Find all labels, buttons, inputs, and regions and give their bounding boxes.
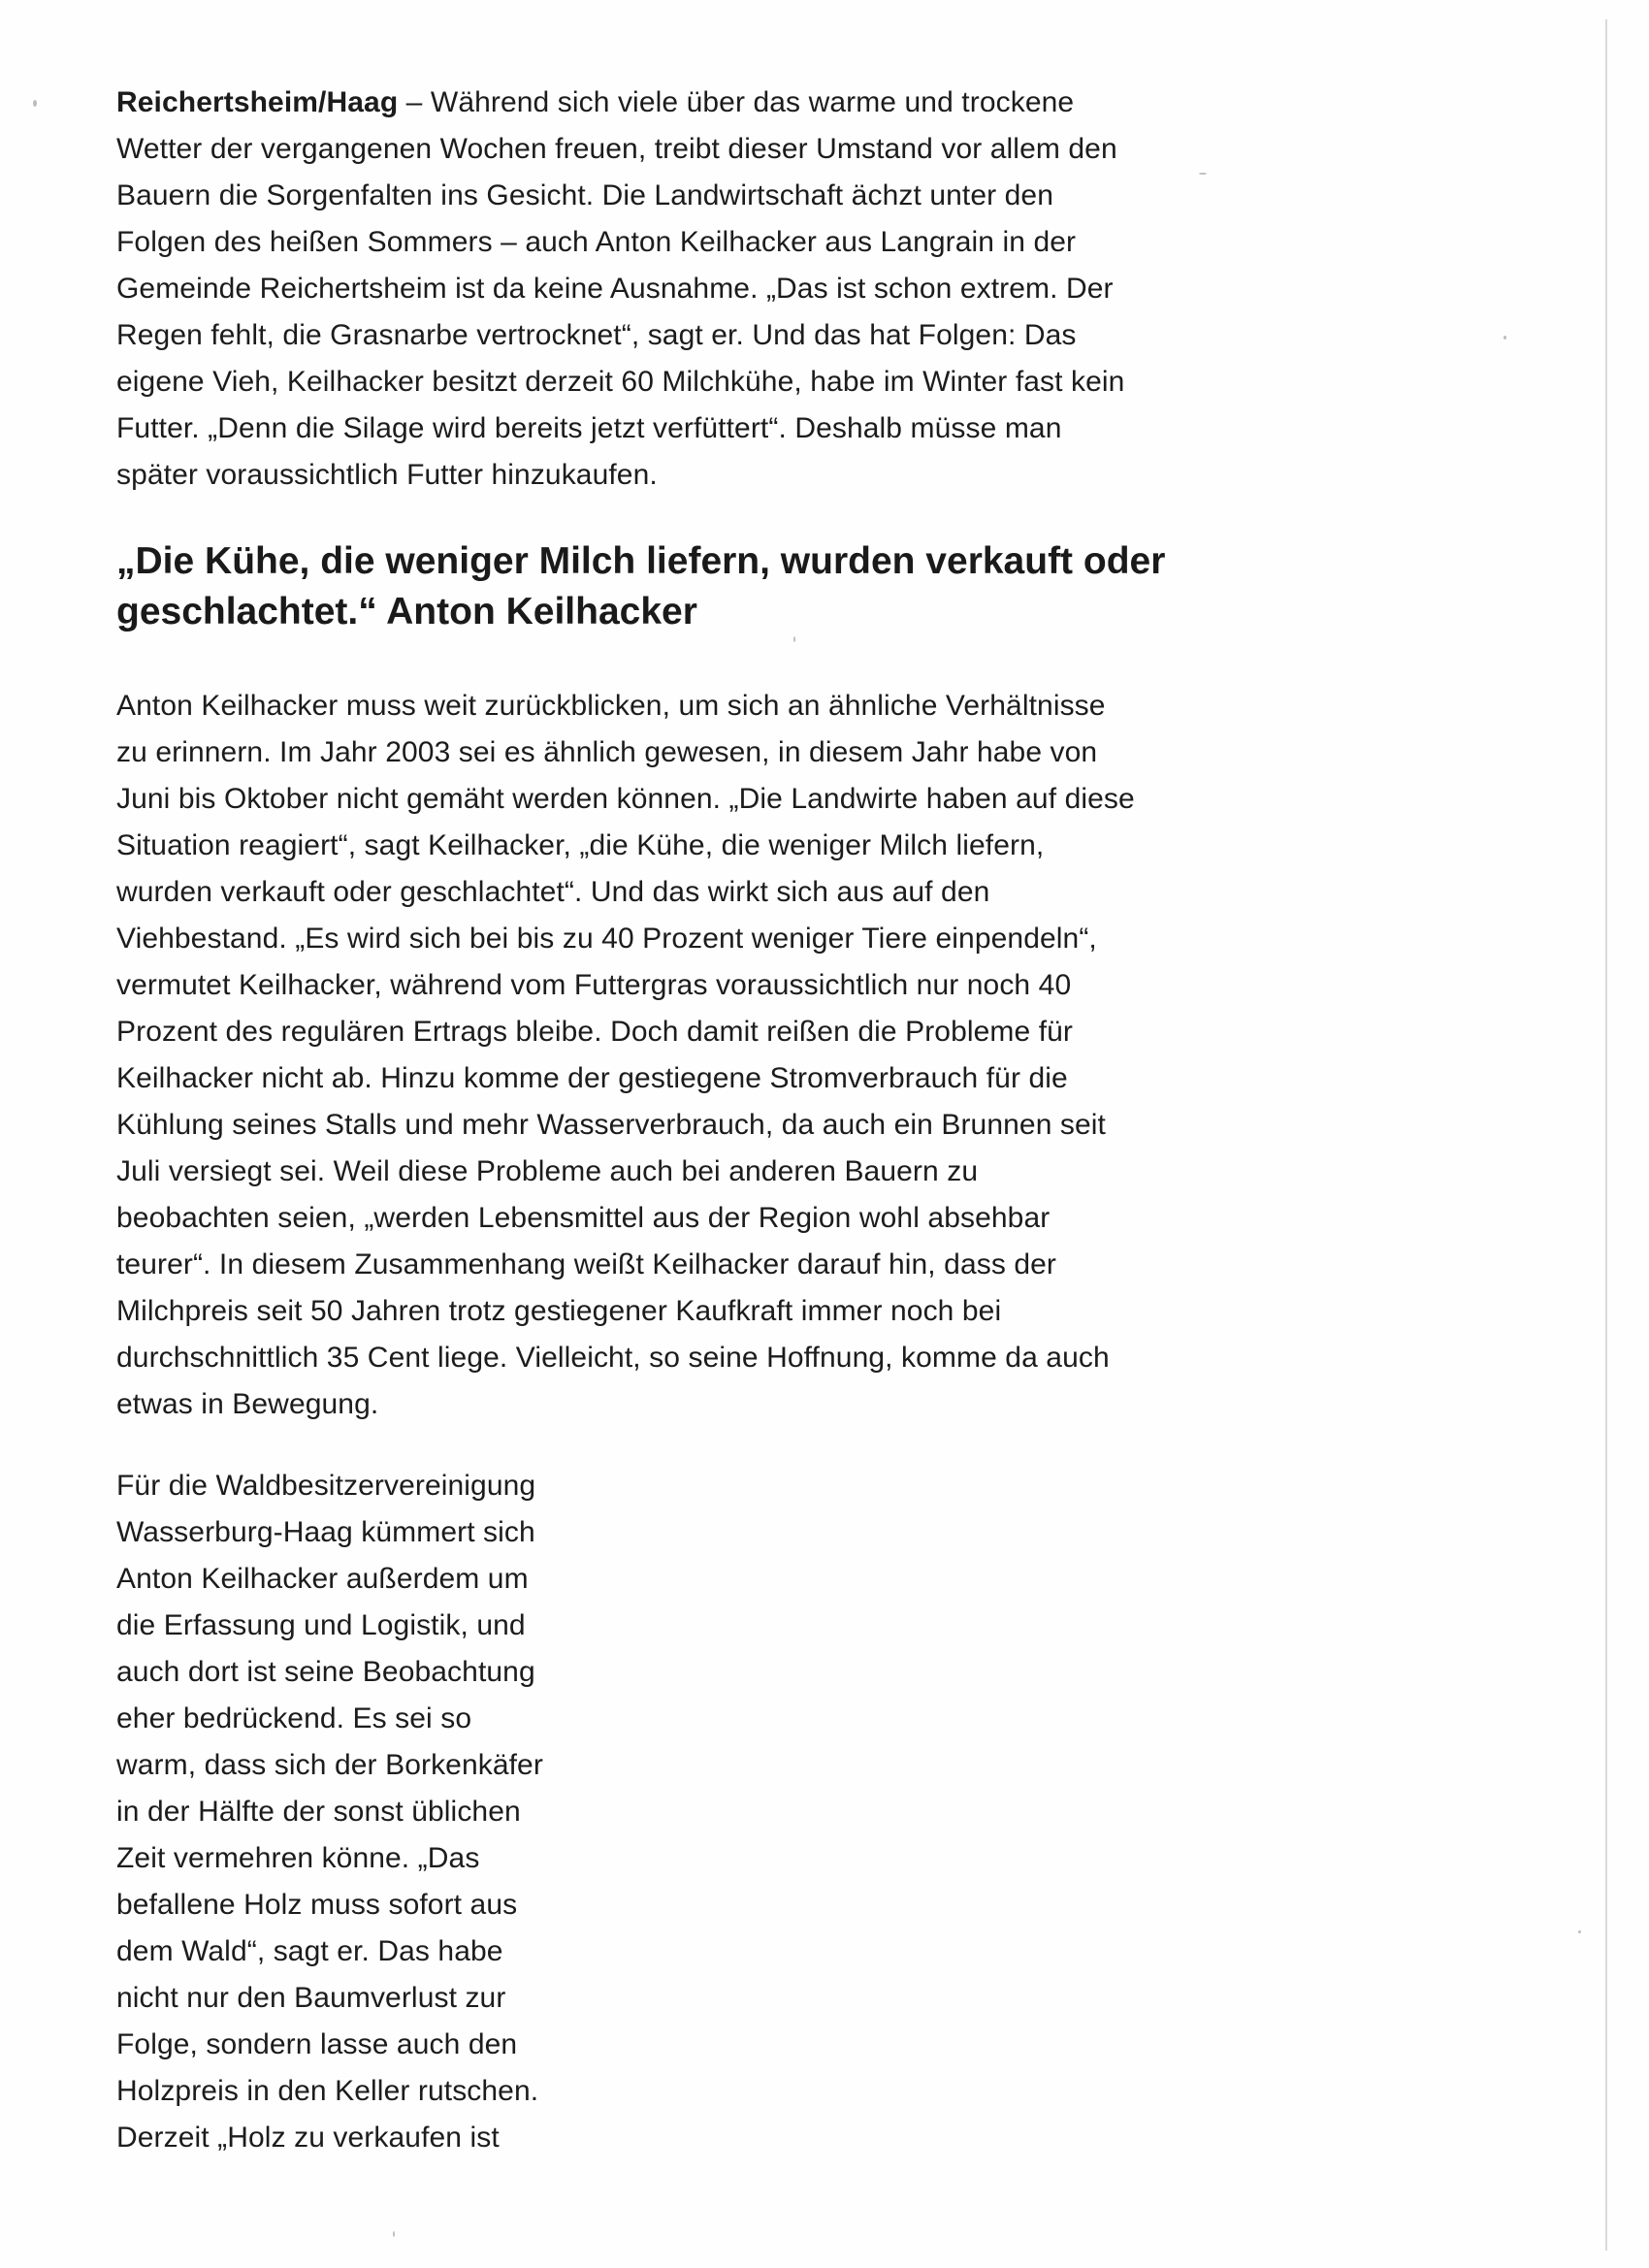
text-line: Viehbestand. „Es wird sich bei bis zu 40 Prozent weniger Tiere einpendeln“,: [116, 923, 1097, 955]
text-line: Für die Waldbesitzervereinigung: [116, 1470, 536, 1502]
text-line: Anton Keilhacker muss weit zurückblicken, um sich an ähnliche Verhältnisse: [116, 690, 1106, 722]
text-line: eigene Vieh, Keilhacker besitzt derzeit 60 Milchkühe, habe im Winter fast kein: [116, 366, 1125, 398]
paragraph-2: [116, 683, 1261, 1428]
text-line: teurer“. In diesem Zusammenhang weißt Keilhacker darauf hin, dass der: [116, 1248, 1057, 1280]
text-line: Gemeinde Reichertsheim ist da keine Ausnahme. „Das ist schon extrem. Der: [116, 273, 1114, 305]
text-line: Derzeit „Holz zu verkaufen ist: [116, 2122, 500, 2154]
text-line: Zeit vermehren könne. „Das: [116, 1842, 480, 1874]
text-line: wurden verkauft oder geschlachtet“. Und das wirkt sich aus auf den: [116, 876, 990, 908]
text-line: warm, dass sich der Borkenkäfer: [116, 1749, 543, 1781]
paragraph-3: [116, 1463, 1261, 2161]
text-line: Folgen des heißen Sommers – auch Anton Keilhacker aus Langrain in der: [116, 226, 1077, 258]
pull-quote: [116, 536, 1261, 637]
text-line: später voraussichtlich Futter hinzukaufen.: [116, 459, 658, 491]
text-line: Juli versiegt sei. Weil diese Probleme auch bei anderen Bauern zu: [116, 1155, 979, 1187]
pull-quote-line: geschlachtet.“ Anton Keilhacker: [116, 591, 697, 632]
scan-speck: [393, 2231, 395, 2237]
text-line: Wetter der vergangenen Wochen freuen, treibt dieser Umstand vor allem den: [116, 133, 1117, 165]
text-line: etwas in Bewegung.: [116, 1388, 379, 1420]
text-line: zu erinnern. Im Jahr 2003 sei es ähnlich gewesen, in diesem Jahr habe von: [116, 736, 1098, 768]
text-line: Juni bis Oktober nicht gemäht werden können. „Die Landwirte haben auf diese: [116, 783, 1135, 815]
text-line: Situation reagiert“, sagt Keilhacker, „die Kühe, die weniger Milch liefern,: [116, 829, 1045, 861]
pull-quote-line: „Die Kühe, die weniger Milch liefern, wurden verkauft oder: [116, 540, 1166, 582]
text-line: eher bedrückend. Es sei so: [116, 1702, 472, 1734]
text-line: Kühlung seines Stalls und mehr Wasserverbrauch, da auch ein Brunnen seit: [116, 1109, 1106, 1141]
text-line: Folge, sondern lasse auch den: [116, 2028, 518, 2060]
text-line: befallene Holz muss sofort aus: [116, 1889, 518, 1921]
text-line: dem Wald“, sagt er. Das habe: [116, 1935, 503, 1967]
text-line: auch dort ist seine Beobachtung: [116, 1656, 535, 1688]
text-line-content: – Während sich viele über das warme und trockene: [398, 86, 1075, 118]
scan-speck: [1504, 336, 1506, 340]
text-line: nicht nur den Baumverlust zur: [116, 1982, 506, 2014]
text-line: Regen fehlt, die Grasnarbe vertrocknet“, sagt er. Und das hat Folgen: Das: [116, 319, 1077, 351]
text-line: Prozent des regulären Ertrags bleibe. Doch damit reißen die Probleme für: [116, 1016, 1074, 1048]
text-line: Keilhacker nicht ab. Hinzu komme der gestiegene Stromverbrauch für die: [116, 1062, 1068, 1094]
text-line: [116, 80, 1261, 126]
scan-speck: [1578, 1930, 1581, 1933]
text-line: Bauern die Sorgenfalten ins Gesicht. Die Landwirtschaft ächzt unter den: [116, 179, 1053, 211]
text-line: Holzpreis in den Keller rutschen.: [116, 2075, 539, 2107]
text-line: vermutet Keilhacker, während vom Futtergras voraussichtlich nur noch 40: [116, 969, 1072, 1001]
text-line: Futter. „Denn die Silage wird bereits jetzt verfüttert“. Deshalb müsse man: [116, 412, 1062, 444]
text-line: Milchpreis seit 50 Jahren trotz gestiegener Kaufkraft immer noch bei: [116, 1295, 1002, 1327]
dateline: Reichertsheim/Haag: [116, 86, 399, 118]
text-line: Wasserburg-Haag kümmert sich: [116, 1516, 535, 1548]
text-line: Anton Keilhacker außerdem um: [116, 1563, 529, 1595]
text-line: in der Hälfte der sonst üblichen: [116, 1796, 521, 1828]
scan-speck: [33, 100, 37, 107]
text-line: durchschnittlich 35 Cent liege. Vielleicht, so seine Hoffnung, komme da auch: [116, 1342, 1110, 1374]
text-line: beobachten seien, „werden Lebensmittel aus der Region wohl absehbar: [116, 1202, 1051, 1234]
text-line: die Erfassung und Logistik, und: [116, 1609, 526, 1641]
paragraph-1: [116, 80, 1261, 499]
scan-edge-line: [1605, 19, 1607, 2251]
